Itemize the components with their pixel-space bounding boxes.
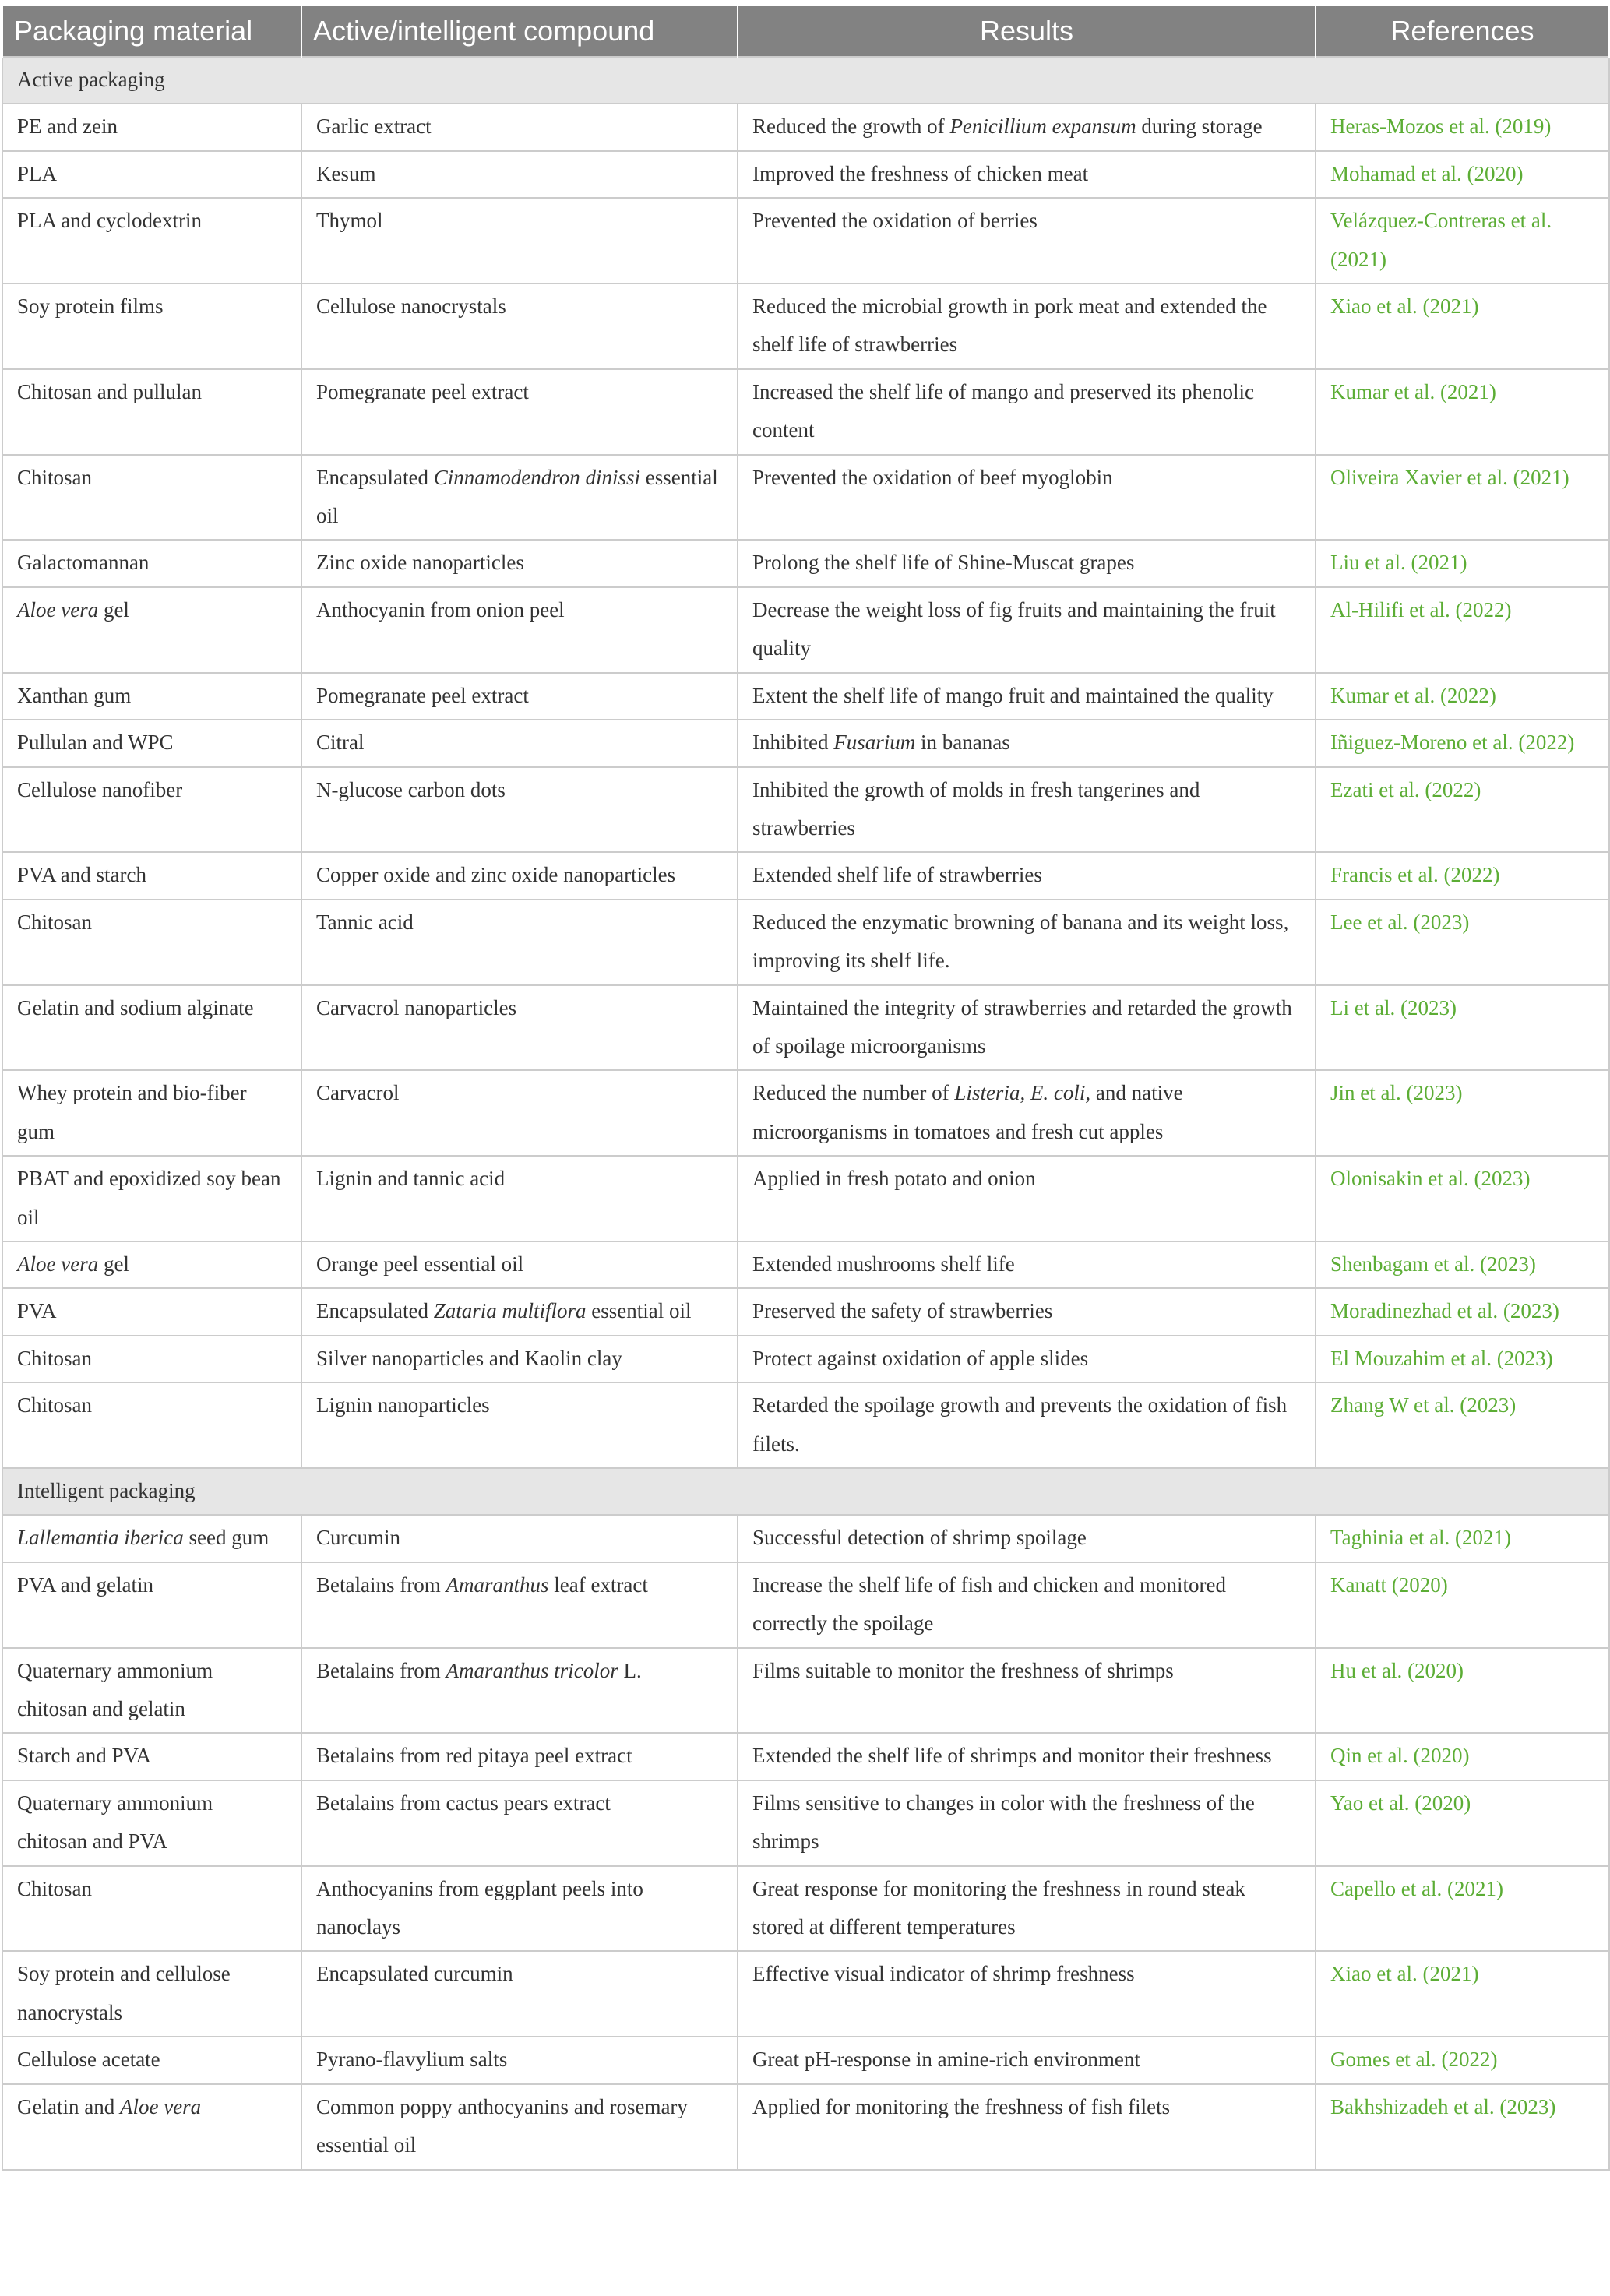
ref-text: Yao et al. (2020) — [1330, 1791, 1471, 1815]
compound-text: Carvacrol nanoparticles — [316, 995, 517, 1019]
compound-text: Copper oxide and zinc oxide nanoparticles — [316, 863, 676, 887]
result-text: Successful detection of shrimp spoilage — [752, 1526, 1087, 1550]
reference-link[interactable] — [1316, 767, 1609, 853]
result-text: Great response for monitoring the freshness in round steak stored at different temperatures — [752, 1876, 1245, 1939]
result-cell — [738, 1780, 1316, 1866]
material-cell — [2, 2037, 301, 2083]
result-italic-text: Penicillium expansum — [949, 114, 1136, 139]
ref-text: Bakhshizadeh et al. (2023) — [1330, 2094, 1556, 2118]
compound-text: Silver nanoparticles and Kaolin clay — [316, 1346, 622, 1370]
ref-text: Kanatt (2020) — [1330, 1572, 1448, 1597]
result-cell — [738, 852, 1316, 899]
material-italic-text: Aloe vera — [17, 1252, 99, 1276]
compound-text: Lignin nanoparticles — [316, 1393, 490, 1417]
material-cell — [2, 1648, 301, 1734]
result-cell — [738, 985, 1316, 1071]
compound-text: Encapsulated curcumin — [316, 1962, 513, 1986]
compound-cell — [301, 1070, 738, 1156]
column-header-results: Results — [738, 6, 1316, 57]
compound-text: Carvacrol — [316, 1081, 400, 1105]
ref-text: Olonisakin et al. (2023) — [1330, 1167, 1531, 1191]
table-row — [2, 1515, 1609, 1562]
table-row — [2, 1382, 1609, 1468]
material-cell — [2, 455, 301, 541]
header-row — [2, 6, 1609, 57]
table-row — [2, 1648, 1609, 1734]
result-text: Extended shelf life of strawberries — [752, 863, 1042, 887]
material-text: Cellulose acetate — [17, 2048, 160, 2072]
reference-link[interactable] — [1316, 900, 1609, 985]
result-cell — [738, 283, 1316, 369]
result-cell — [738, 1515, 1316, 1562]
result-italic-text: Fusarium — [833, 731, 916, 755]
table-row — [2, 673, 1609, 720]
compound-text: Thymol — [316, 209, 383, 233]
compound-italic-text: Zataria multiflora — [433, 1299, 587, 1323]
packaging-table — [2, 6, 1610, 2171]
material-trailing-text: gel — [98, 597, 129, 622]
compound-cell — [301, 673, 738, 720]
material-cell — [2, 720, 301, 766]
compound-text: Betalains from — [316, 1658, 446, 1682]
compound-text: Anthocyanin from onion peel — [316, 597, 565, 622]
material-text: PBAT and epoxidized soy bean oil — [17, 1167, 281, 1229]
compound-trailing-text: essential oil — [316, 465, 718, 528]
reference-link[interactable] — [1316, 1382, 1609, 1468]
result-text: Maintained the integrity of strawberries and retarded the growth of spoilage microorganisms — [752, 995, 1292, 1058]
result-text: Inhibited — [752, 731, 834, 755]
compound-cell — [301, 852, 738, 899]
table-row — [2, 2084, 1609, 2170]
material-text: Chitosan — [17, 1346, 93, 1370]
result-text: Reduced the microbial growth in pork meat and extended the shelf life of strawberries — [752, 294, 1267, 357]
material-cell — [2, 1562, 301, 1648]
result-cell — [738, 540, 1316, 586]
table-row — [2, 1156, 1609, 1241]
result-text: Effective visual indicator of shrimp freshness — [752, 1962, 1135, 1986]
material-cell — [2, 1336, 301, 1382]
material-text: Gelatin and sodium alginate — [17, 995, 254, 1019]
ref-text: Al-Hilifi et al. (2022) — [1330, 597, 1512, 622]
compound-cell — [301, 720, 738, 766]
result-text: Applied for monitoring the freshness of fish filets — [752, 2094, 1171, 2118]
table-row — [2, 1951, 1609, 2037]
compound-text: Orange peel essential oil — [316, 1252, 524, 1276]
result-text: Films suitable to monitor the freshness of shrimps — [752, 1658, 1174, 1682]
result-cell — [738, 1733, 1316, 1780]
ref-text: Ezati et al. (2022) — [1330, 777, 1481, 801]
material-text: Chitosan — [17, 1393, 93, 1417]
material-text: Xanthan gum — [17, 683, 132, 707]
ref-text: Iñiguez-Moreno et al. (2022) — [1330, 731, 1575, 755]
column-header-compound: Active/intelligent compound — [301, 6, 738, 57]
material-text: Chitosan — [17, 910, 93, 934]
compound-cell — [301, 369, 738, 455]
table-row — [2, 540, 1609, 586]
reference-link[interactable] — [1316, 1648, 1609, 1734]
result-text: Increased the shelf life of mango and preserved its phenolic content — [752, 379, 1255, 442]
table-row — [2, 1562, 1609, 1648]
ref-text: Mohamad et al. (2020) — [1330, 161, 1524, 185]
table-row — [2, 151, 1609, 198]
result-text: Great pH-response in amine-rich environment — [752, 2048, 1140, 2072]
table-row — [2, 1733, 1609, 1780]
material-text: PE and zein — [17, 114, 118, 139]
result-text: Retarded the spoilage growth and prevents the oxidation of fish filets. — [752, 1393, 1288, 1456]
material-cell — [2, 1288, 301, 1335]
ref-text: Kumar et al. (2022) — [1330, 683, 1496, 707]
table-header — [2, 6, 1609, 57]
ref-text: Shenbagam et al. (2023) — [1330, 1252, 1536, 1276]
ref-text: Moradinezhad et al. (2023) — [1330, 1299, 1559, 1323]
compound-trailing-text: L. — [618, 1658, 642, 1682]
table-row — [2, 2037, 1609, 2083]
reference-link[interactable] — [1316, 1515, 1609, 1562]
reference-link[interactable] — [1316, 540, 1609, 586]
compound-text: Common poppy anthocyanins and rosemary essential oil — [316, 2094, 688, 2157]
compound-cell — [301, 540, 738, 586]
section-row — [2, 57, 1609, 104]
result-text: Prolong the shelf life of Shine-Muscat grapes — [752, 551, 1135, 575]
column-header-packaging-material: Packaging material — [2, 6, 301, 57]
ref-text: Kumar et al. (2021) — [1330, 379, 1496, 403]
material-text: Soy protein films — [17, 294, 164, 319]
table-row — [2, 1070, 1609, 1156]
table-body — [2, 57, 1609, 2170]
material-text: Quaternary ammonium chitosan and gelatin — [17, 1658, 213, 1721]
ref-text: Gomes et al. (2022) — [1330, 2048, 1498, 2072]
table-row — [2, 852, 1609, 899]
reference-link[interactable] — [1316, 1780, 1609, 1866]
result-text: Inhibited the growth of molds in fresh tangerines and strawberries — [752, 777, 1200, 840]
ref-text: Zhang W et al. (2023) — [1330, 1393, 1517, 1417]
compound-text: Pyrano-flavylium salts — [316, 2048, 508, 2072]
material-cell — [2, 151, 301, 198]
material-text: Chitosan — [17, 465, 93, 489]
ref-text: Francis et al. (2022) — [1330, 863, 1500, 887]
compound-cell — [301, 1780, 738, 1866]
reference-link[interactable] — [1316, 1562, 1609, 1648]
material-text: Soy protein and cellulose nanocrystals — [17, 1962, 231, 2024]
compound-italic-text: Amaranthus tricolor — [446, 1658, 618, 1682]
material-trailing-text: gel — [98, 1252, 129, 1276]
compound-cell — [301, 1951, 738, 2037]
material-cell — [2, 900, 301, 985]
reference-link[interactable] — [1316, 2084, 1609, 2170]
compound-cell — [301, 1288, 738, 1335]
result-cell — [738, 151, 1316, 198]
result-cell — [738, 1866, 1316, 1952]
result-cell — [738, 455, 1316, 541]
ref-text: Hu et al. (2020) — [1330, 1658, 1464, 1682]
reference-link[interactable] — [1316, 283, 1609, 369]
material-text: Pullulan and WPC — [17, 731, 174, 755]
material-italic-text: Aloe vera — [119, 2094, 202, 2118]
compound-text: Betalains from red pitaya peel extract — [316, 1744, 632, 1768]
reference-link[interactable] — [1316, 587, 1609, 673]
compound-cell — [301, 1648, 738, 1734]
compound-text: Tannic acid — [316, 910, 414, 934]
result-cell — [738, 767, 1316, 853]
material-cell — [2, 673, 301, 720]
material-text: PLA and cyclodextrin — [17, 209, 202, 233]
material-text: Whey protein and bio-fiber gum — [17, 1081, 247, 1143]
result-text: Preserved the safety of strawberries — [752, 1299, 1053, 1323]
material-text: Cellulose nanofiber — [17, 777, 183, 801]
material-cell — [2, 985, 301, 1071]
material-cell — [2, 1241, 301, 1288]
material-cell — [2, 1866, 301, 1952]
compound-cell — [301, 198, 738, 283]
material-cell — [2, 1515, 301, 1562]
compound-text: Citral — [316, 731, 365, 755]
compound-text: Anthocyanins from eggplant peels into nanoclays — [316, 1876, 643, 1939]
compound-text: Betalains from — [316, 1572, 446, 1597]
reference-link[interactable] — [1316, 985, 1609, 1071]
material-text: Starch and PVA — [17, 1744, 151, 1768]
result-cell — [738, 587, 1316, 673]
result-cell — [738, 1951, 1316, 2037]
material-cell — [2, 1156, 301, 1241]
table-row — [2, 283, 1609, 369]
compound-text: Pomegranate peel extract — [316, 379, 529, 403]
material-text: PVA — [17, 1299, 57, 1323]
compound-cell — [301, 1866, 738, 1952]
material-text: Galactomannan — [17, 551, 150, 575]
result-cell — [738, 104, 1316, 150]
material-cell — [2, 1780, 301, 1866]
compound-cell — [301, 151, 738, 198]
compound-cell — [301, 767, 738, 853]
reference-link[interactable] — [1316, 198, 1609, 283]
result-cell — [738, 2037, 1316, 2083]
compound-text: N-glucose carbon dots — [316, 777, 506, 801]
compound-text: Betalains from cactus pears extract — [316, 1791, 611, 1815]
reference-link[interactable] — [1316, 104, 1609, 150]
result-italic-text: Listeria, E. coli, — [954, 1081, 1091, 1105]
reference-link[interactable] — [1316, 2037, 1609, 2083]
result-text: Reduced the number of — [752, 1081, 955, 1105]
compound-italic-text: Amaranthus — [446, 1572, 549, 1597]
result-text: Decrease the weight loss of fig fruits and maintaining the fruit quality — [752, 597, 1276, 660]
compound-text: Encapsulated — [316, 465, 434, 489]
result-text: Prevented the oxidation of berries — [752, 209, 1038, 233]
material-italic-text: Lallemantia iberica — [17, 1526, 184, 1550]
result-cell — [738, 673, 1316, 720]
reference-link[interactable] — [1316, 1288, 1609, 1335]
ref-text: Lee et al. (2023) — [1330, 910, 1470, 934]
compound-cell — [301, 455, 738, 541]
result-text: Extended the shelf life of shrimps and monitor their freshness — [752, 1744, 1272, 1768]
material-cell — [2, 1733, 301, 1780]
result-text: Extent the shelf life of mango fruit and maintained the quality — [752, 683, 1274, 707]
material-text: Quaternary ammonium chitosan and PVA — [17, 1791, 213, 1854]
ref-text: Heras-Mozos et al. (2019) — [1330, 114, 1552, 139]
result-cell — [738, 1336, 1316, 1382]
material-text: PVA and starch — [17, 863, 146, 887]
result-trailing-text: during storage — [1136, 114, 1263, 139]
compound-cell — [301, 1156, 738, 1241]
result-cell — [738, 1288, 1316, 1335]
result-text: Films sensitive to changes in color with the freshness of the shrimps — [752, 1791, 1255, 1854]
result-text: Protect against oxidation of apple slides — [752, 1346, 1089, 1370]
reference-link[interactable] — [1316, 1241, 1609, 1288]
table-row — [2, 104, 1609, 150]
table-row — [2, 587, 1609, 673]
compound-cell — [301, 104, 738, 150]
material-trailing-text: seed gum — [183, 1526, 270, 1550]
ref-text: El Mouzahim et al. (2023) — [1330, 1346, 1553, 1370]
ref-text: Liu et al. (2021) — [1330, 551, 1467, 575]
result-cell — [738, 1241, 1316, 1288]
ref-text: Taghinia et al. (2021) — [1330, 1526, 1512, 1550]
table-row — [2, 1336, 1609, 1382]
result-trailing-text: in bananas — [915, 731, 1010, 755]
material-italic-text: Aloe vera — [17, 597, 99, 622]
reference-link[interactable] — [1316, 455, 1609, 541]
material-text: Chitosan — [17, 1876, 93, 1900]
reference-link[interactable] — [1316, 1156, 1609, 1241]
compound-trailing-text: leaf extract — [548, 1572, 648, 1597]
column-header-references: References — [1316, 6, 1609, 57]
ref-text: Jin et al. (2023) — [1330, 1081, 1463, 1105]
compound-text: Lignin and tannic acid — [316, 1167, 506, 1191]
table-row — [2, 369, 1609, 455]
result-cell — [738, 369, 1316, 455]
result-cell — [738, 198, 1316, 283]
result-cell — [738, 2084, 1316, 2170]
table-row — [2, 767, 1609, 853]
reference-link[interactable] — [1316, 369, 1609, 455]
compound-cell — [301, 2084, 738, 2170]
compound-text: Garlic extract — [316, 114, 432, 139]
material-cell — [2, 1951, 301, 2037]
material-text: PVA and gelatin — [17, 1572, 153, 1597]
reference-link[interactable] — [1316, 720, 1609, 766]
result-text: Reduced the enzymatic browning of banana and its weight loss, improving its shelf life. — [752, 910, 1289, 973]
result-text: Increase the shelf life of fish and chicken and monitored correctly the spoilage — [752, 1572, 1227, 1636]
compound-text: Kesum — [316, 161, 376, 185]
result-cell — [738, 900, 1316, 985]
result-text: Improved the freshness of chicken meat — [752, 161, 1089, 185]
reference-link[interactable] — [1316, 673, 1609, 720]
result-trailing-text: and native microorganisms in tomatoes and fresh cut apples — [752, 1081, 1183, 1143]
reference-link[interactable] — [1316, 1866, 1609, 1952]
compound-cell — [301, 1336, 738, 1382]
reference-link[interactable] — [1316, 1951, 1609, 2037]
result-text: Extended mushrooms shelf life — [752, 1252, 1015, 1276]
compound-cell — [301, 1515, 738, 1562]
material-text: Chitosan and pullulan — [17, 379, 202, 403]
result-cell — [738, 720, 1316, 766]
ref-text: Oliveira Xavier et al. (2021) — [1330, 465, 1569, 489]
table-row — [2, 1780, 1609, 1866]
compound-cell — [301, 900, 738, 985]
result-cell — [738, 1070, 1316, 1156]
result-text: Prevented the oxidation of beef myoglobin — [752, 465, 1113, 489]
compound-trailing-text: essential oil — [586, 1299, 692, 1323]
section-title: Intelligent packaging — [2, 1468, 1609, 1515]
material-cell — [2, 1382, 301, 1468]
material-text: Gelatin and — [17, 2094, 120, 2118]
compound-text: Encapsulated — [316, 1299, 434, 1323]
compound-text: Zinc oxide nanoparticles — [316, 551, 524, 575]
table-row — [2, 1241, 1609, 1288]
compound-cell — [301, 1733, 738, 1780]
material-cell — [2, 369, 301, 455]
section-title: Active packaging — [2, 57, 1609, 104]
ref-text: Li et al. (2023) — [1330, 995, 1457, 1019]
compound-cell — [301, 1241, 738, 1288]
ref-text: Qin et al. (2020) — [1330, 1744, 1470, 1768]
section-row — [2, 1468, 1609, 1515]
result-cell — [738, 1382, 1316, 1468]
compound-italic-text: Cinnamodendron dinissi — [433, 465, 640, 489]
reference-link[interactable] — [1316, 1070, 1609, 1156]
compound-cell — [301, 1382, 738, 1468]
result-cell — [738, 1156, 1316, 1241]
reference-link[interactable] — [1316, 852, 1609, 899]
compound-text: Cellulose nanocrystals — [316, 294, 506, 319]
material-cell — [2, 852, 301, 899]
ref-text: Velázquez-Contreras et al. (2021) — [1330, 209, 1552, 271]
result-text: Reduced the growth of — [752, 114, 950, 139]
table-row — [2, 1288, 1609, 1335]
material-text: PLA — [17, 161, 58, 185]
ref-text: Capello et al. (2021) — [1330, 1876, 1503, 1900]
ref-text: Xiao et al. (2021) — [1330, 1962, 1479, 1986]
compound-cell — [301, 2037, 738, 2083]
material-cell — [2, 198, 301, 283]
table-row — [2, 198, 1609, 283]
result-cell — [738, 1562, 1316, 1648]
reference-link[interactable] — [1316, 1336, 1609, 1382]
result-text: Applied in fresh potato and onion — [752, 1167, 1036, 1191]
compound-text: Pomegranate peel extract — [316, 683, 529, 707]
table-row — [2, 900, 1609, 985]
compound-cell — [301, 587, 738, 673]
material-cell — [2, 767, 301, 853]
result-cell — [738, 1648, 1316, 1734]
material-cell — [2, 1070, 301, 1156]
table-row — [2, 985, 1609, 1071]
material-cell — [2, 283, 301, 369]
material-cell — [2, 587, 301, 673]
material-cell — [2, 540, 301, 586]
reference-link[interactable] — [1316, 151, 1609, 198]
compound-cell — [301, 283, 738, 369]
ref-text: Xiao et al. (2021) — [1330, 294, 1479, 319]
compound-text: Curcumin — [316, 1526, 400, 1550]
table-row — [2, 455, 1609, 541]
material-cell — [2, 104, 301, 150]
compound-cell — [301, 1562, 738, 1648]
reference-link[interactable] — [1316, 1733, 1609, 1780]
compound-cell — [301, 985, 738, 1071]
table-row — [2, 1866, 1609, 1952]
material-cell — [2, 2084, 301, 2170]
table-row — [2, 720, 1609, 766]
